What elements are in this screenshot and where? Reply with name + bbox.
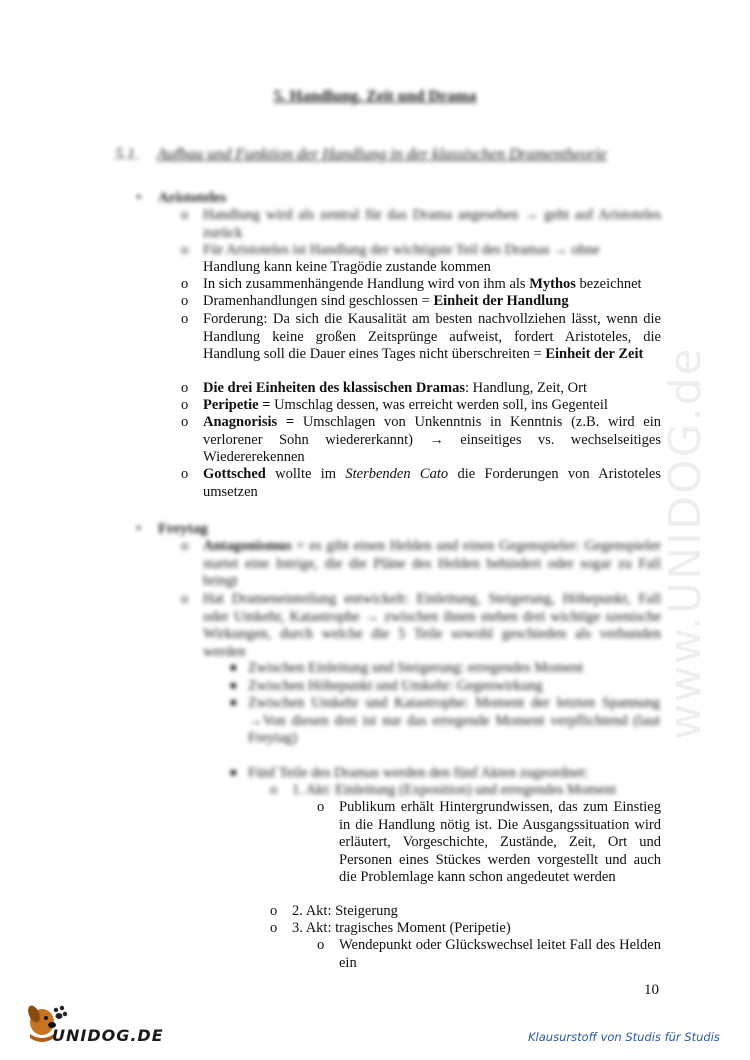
list-item — [181, 380, 661, 398]
bullet-heading: Aristoteles — [158, 190, 227, 206]
item-text: 1. Akt: Einleitung (Exposition) und erregendes Moment — [292, 782, 617, 798]
item-text: Zwischen Einleitung und Steigerung: erregendes Moment — [248, 660, 584, 676]
square-marker: ■ — [230, 680, 237, 692]
item-term: Peripetie = — [203, 397, 271, 413]
watermark: www.UNIDOG.de — [660, 346, 711, 740]
item-text: Zwischen Höhepunkt und Umkehr: Gegenwirkung — [248, 678, 543, 694]
section-number: 5.1. — [115, 146, 139, 163]
circle-marker: o — [181, 414, 189, 430]
square-marker: ■ — [230, 662, 237, 674]
act-detail — [317, 799, 661, 887]
list-item — [181, 591, 661, 661]
item-text: Publikum erhält Hintergrundwissen, das zum Einstieg in die Handlung nötig ist. Die Ausgangssituation wird erläutert, Vorgeschichte, Zustände, Zeit, Ort und Personen eines Stückes werden vorgestellt und auch die Problemlage kann schon angedeutet werden — [339, 799, 661, 885]
bullet-dot: • — [136, 190, 142, 206]
list-item — [181, 207, 661, 242]
circle-marker: o — [181, 466, 189, 482]
item-text: Handlung wird als zentral für das Drama angesehen → geht auf Aristoteles zurück — [203, 207, 661, 241]
item-text: In sich zusammenhängende Handlung wird von ihm als — [203, 276, 526, 292]
sub-list-item — [230, 660, 660, 678]
footer-tagline: Klausurstoff von Studis für Studis — [528, 1030, 720, 1044]
circle-marker: o — [181, 397, 189, 413]
item-text: wollte im — [275, 466, 337, 482]
circle-marker: o — [181, 311, 189, 327]
circle-marker: o — [181, 207, 189, 223]
item-text: : Handlung, Zeit, Ort — [464, 380, 587, 396]
circle-marker: o — [270, 920, 278, 936]
circle-marker: o — [181, 293, 189, 309]
circle-marker: o — [181, 380, 189, 396]
sub-list-item — [230, 695, 660, 748]
circle-marker: o — [181, 242, 189, 258]
circle-marker: o — [317, 937, 325, 953]
act-detail — [317, 937, 661, 972]
item-text: Umschlagen von Unkenntnis in Kenntnis (z.B. wird ein verlorener Sohn wiedererkannt) → einseitiges vs. wechselseitiges Wiedererekennen — [203, 414, 661, 465]
bullet-freytag — [136, 521, 208, 538]
list-item — [181, 311, 661, 364]
page-title — [0, 88, 750, 106]
item-text: Handlung kann keine Tragödie zustande kommen — [203, 259, 491, 275]
list-item — [181, 414, 661, 467]
list-item — [181, 538, 662, 591]
item-term: Einheit der Handlung — [433, 293, 569, 309]
item-term: Mythos — [529, 276, 576, 292]
item-term: Antagonismus — [203, 538, 292, 554]
page-number: 10 — [644, 982, 659, 998]
item-text: Zwischen Umkehr und Katastrophe: Moment der letzten Spannung →Von diesen drei ist nur das erregende Moment verpflichtend (laut Freytag) — [248, 695, 660, 746]
list-item — [181, 466, 661, 501]
square-marker: ■ — [230, 697, 237, 709]
section-heading — [115, 146, 607, 164]
item-work-title: Sterbenden Cato — [345, 466, 449, 482]
item-text: Dramenhandlungen sind geschlossen = — [203, 293, 430, 309]
list-item-continuation — [203, 259, 661, 277]
bullet-aristoteles — [136, 190, 227, 207]
act-item — [270, 782, 660, 800]
square-marker: ■ — [230, 767, 237, 779]
section-title: Aufbau und Funktion der Handlung in der klassischen Dramentheorie — [157, 146, 607, 163]
item-text: 2. Akt: Steigerung — [292, 903, 398, 919]
item-term: Einheit der Zeit — [545, 346, 644, 362]
bullet-heading: Freytag — [158, 521, 208, 537]
circle-marker: o — [181, 276, 189, 292]
circle-marker: o — [181, 591, 189, 607]
item-text: Forderung: Da sich die Kausalität am besten nachvollziehen lässt, wenn die Handlung keine großen Zeitsprünge aufweist, fordert Aristoteles, die Handlung soll die Dauer eines Tages nicht überschreiten = — [203, 311, 661, 362]
item-text: Für Aristoteles ist Handlung der wichtigste Teil des Dramas → ohne — [203, 242, 600, 258]
list-item — [181, 397, 661, 415]
list-item — [181, 242, 661, 260]
logo-text: UNIDOG.DE — [52, 1026, 164, 1045]
item-text: Umschlag dessen, was erreicht werden soll, ins Gegenteil — [274, 397, 608, 413]
item-text: Wendepunkt oder Glückswechsel leitet Fall des Helden ein — [339, 937, 661, 971]
circle-marker: o — [270, 903, 278, 919]
circle-marker: o — [317, 799, 325, 815]
item-text: 3. Akt: tragisches Moment (Peripetie) — [292, 920, 511, 936]
item-text: = es gibt einen Helden und einen Gegenspieler: Gegenspieler startet eine Intrige, die die Pläne des Helden behindert oder sogar zu Fall bringt — [203, 538, 662, 589]
item-text: die Forderungen von Aristoteles umsetzen — [203, 466, 661, 500]
sub-list-item — [230, 765, 660, 783]
list-item — [181, 276, 661, 294]
circle-marker: o — [270, 782, 278, 798]
act-item — [270, 920, 660, 938]
page-title-text: 5. Handlung, Zeit und Drama — [273, 88, 477, 105]
item-text: bezeichnet — [579, 276, 642, 292]
act-item — [270, 903, 660, 921]
item-term: Gottsched — [203, 466, 266, 482]
item-term: Anagnorisis = — [203, 414, 295, 430]
list-item — [181, 293, 661, 311]
circle-marker: o — [181, 538, 189, 554]
item-text: Fünf Teile des Dramas werden den fünf Akten zugeordnet: — [248, 765, 589, 781]
sub-list-item — [230, 678, 660, 696]
item-term: Die drei Einheiten des klassischen Dramas — [203, 380, 465, 396]
item-text: Hat Drameneinteilung entwickelt: Einleitung, Steigerung, Höhepunkt, Fall oder Umkehr, Katastrophe → zwischen ihnen stehen drei wichtige szenische Wirkungen, durch welche die 5 Teile sowohl geschieden als verbunden werden — [203, 591, 661, 660]
bullet-dot: • — [136, 521, 142, 537]
